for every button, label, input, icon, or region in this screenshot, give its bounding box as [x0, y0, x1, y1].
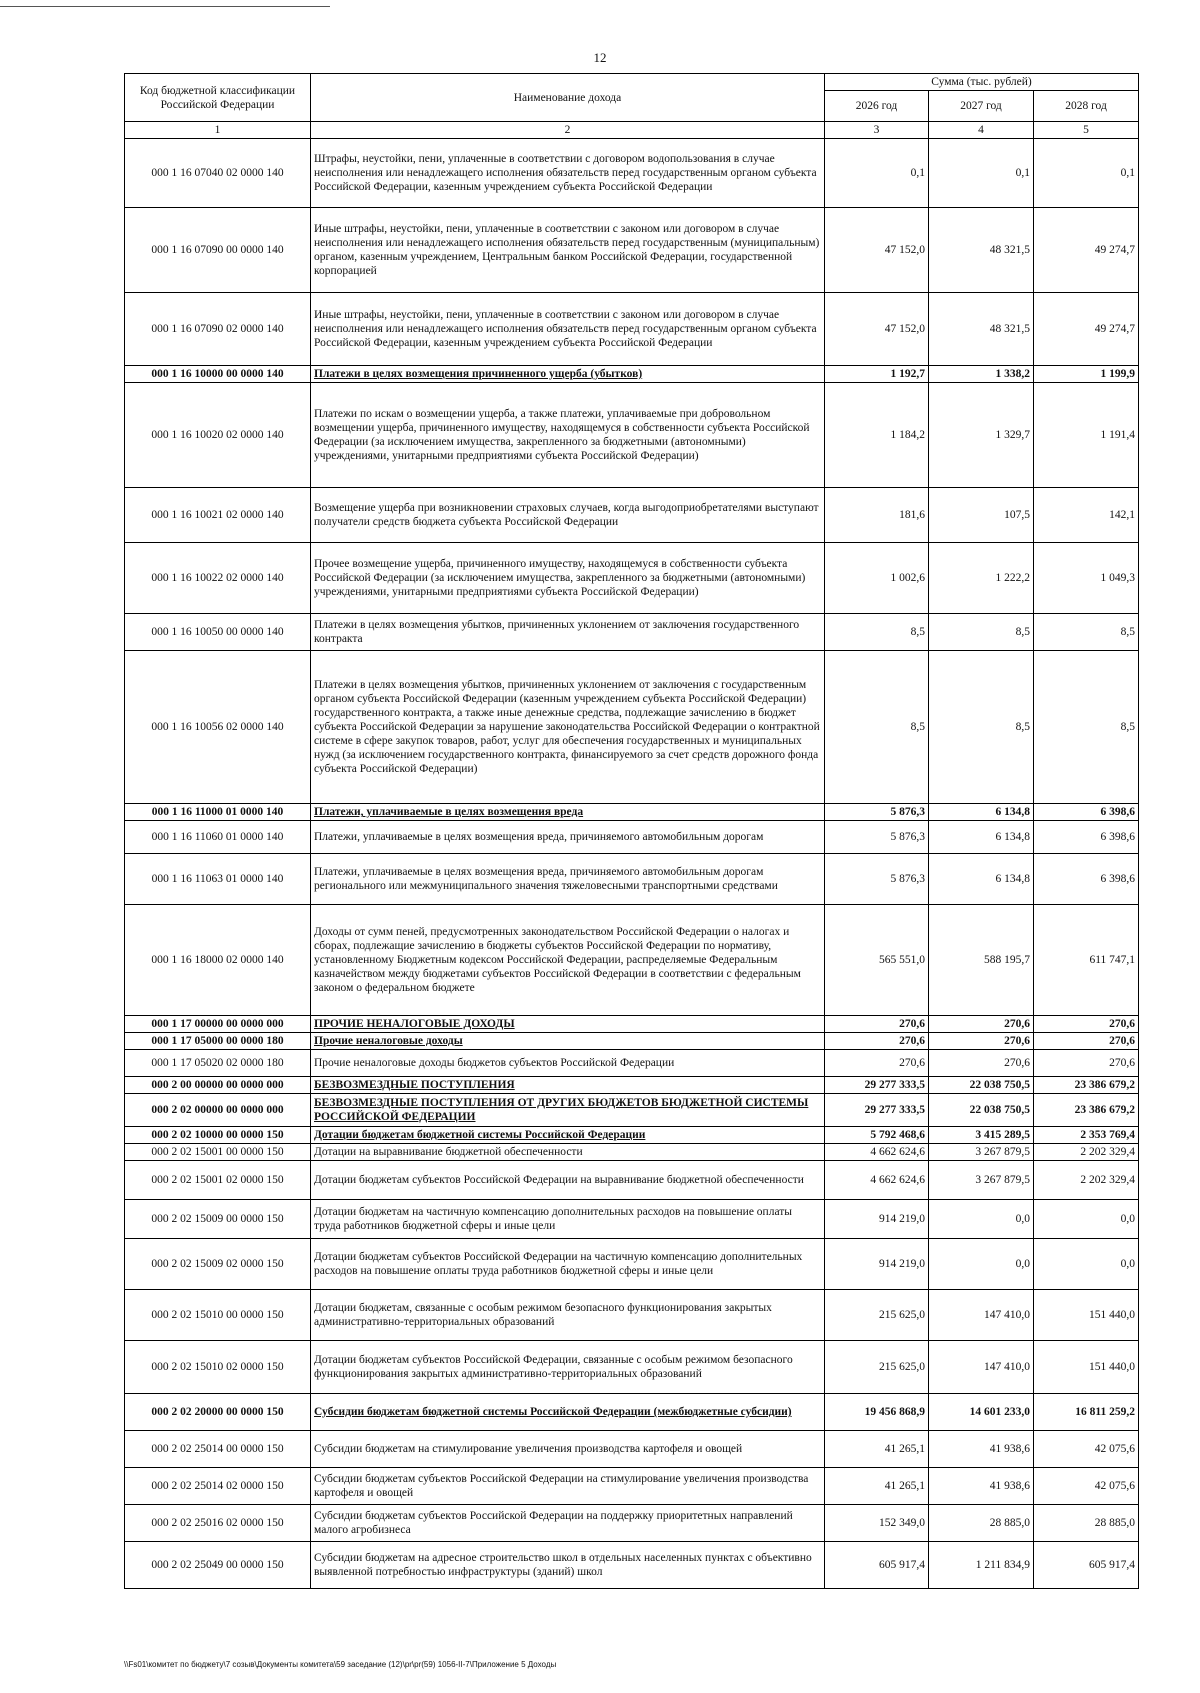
header-sum: Сумма (тыс. рублей) [825, 74, 1139, 91]
table-row [125, 905, 1139, 1016]
amount-2028: 611 747,1 [1034, 905, 1139, 1016]
amount-2028: 6 398,6 [1034, 804, 1139, 821]
amount-2027: 14 601 233,0 [929, 1394, 1034, 1431]
amount-2026: 1 002,6 [825, 543, 929, 614]
amount-2028: 49 274,7 [1034, 208, 1139, 293]
table-row [125, 1290, 1139, 1341]
header-year-2026: 2026 год [825, 91, 929, 122]
revenue-name: Дотации на выравнивание бюджетной обеспеченности [311, 1144, 825, 1161]
header-name: Наименование дохода [311, 74, 825, 122]
revenue-name: Дотации бюджетам на частичную компенсацию дополнительных расходов на повышение оплаты труда работников бюджетной сферы и иные цели [311, 1200, 825, 1239]
table-row [125, 208, 1139, 293]
budget-code: 000 1 16 07090 02 0000 140 [125, 293, 311, 366]
amount-2027: 6 134,8 [929, 804, 1034, 821]
revenue-name: Прочее возмещение ущерба, причиненного имуществу, находящемуся в собственности субъекта Российской Федерации (за исключением имущества, закрепленного за бюджетными (автономными) учреждениями, унитарными предприятиями субъекта Российской Федерации) [311, 543, 825, 614]
amount-2027: 3 415 289,5 [929, 1127, 1034, 1144]
amount-2026: 181,6 [825, 488, 929, 543]
amount-2026: 8,5 [825, 651, 929, 804]
amount-2028: 2 353 769,4 [1034, 1127, 1139, 1144]
revenue-name: Платежи в целях возмещения убытков, причиненных уклонением от заключения с государственным органом субъекта Российской Федерации (казенным учреждением субъекта Российской Федерации) государственного контракта, а также иные денежные средства, подлежащие зачислению в бюджет субъекта Российской Федерации за нарушение законодательства Российской Федерации о контрактной системе в сфере закупок товаров, работ, услуг для обеспечения государственных и муниципальных нужд (за исключением государственного контракта, финансируемого за счет средств дорожного фонда субъекта Российской Федерации) [311, 651, 825, 804]
table-row [125, 614, 1139, 651]
amount-2028: 2 202 329,4 [1034, 1161, 1139, 1200]
amount-2027: 8,5 [929, 651, 1034, 804]
amount-2027: 48 321,5 [929, 293, 1034, 366]
revenue-name: БЕЗВОЗМЕЗДНЫЕ ПОСТУПЛЕНИЯ ОТ ДРУГИХ БЮДЖЕТОВ БЮДЖЕТНОЙ СИСТЕМЫ РОССИЙСКОЙ ФЕДЕРАЦИИ [311, 1094, 825, 1127]
table-row [125, 1468, 1139, 1505]
amount-2027: 0,1 [929, 139, 1034, 208]
column-number: 1 [125, 122, 311, 139]
amount-2027: 22 038 750,5 [929, 1094, 1034, 1127]
budget-code: 000 2 02 15001 02 0000 150 [125, 1161, 311, 1200]
budget-code: 000 2 02 25049 00 0000 150 [125, 1542, 311, 1589]
table-row [125, 366, 1139, 383]
amount-2028: 142,1 [1034, 488, 1139, 543]
footer-file-path: \\Fs01\комитет по бюджету\7 созыв\Документы комитета\59 заседание (12)\pr\pr(59) 1056-II-7\Приложение 5 Доходы [124, 1660, 557, 1669]
page-number: 12 [593, 50, 607, 65]
budget-code: 000 2 02 10000 00 0000 150 [125, 1127, 311, 1144]
amount-2026: 1 184,2 [825, 383, 929, 488]
table-row [125, 804, 1139, 821]
budget-code: 000 1 16 11060 01 0000 140 [125, 821, 311, 854]
revenue-name: Субсидии бюджетам субъектов Российской Федерации на стимулирование увеличения производства картофеля и овощей [311, 1468, 825, 1505]
amount-2027: 1 211 834,9 [929, 1542, 1034, 1589]
revenue-name: Субсидии бюджетам бюджетной системы Российской Федерации (межбюджетные субсидии) [311, 1394, 825, 1431]
budget-code: 000 1 17 05000 00 0000 180 [125, 1033, 311, 1050]
revenue-name: ПРОЧИЕ НЕНАЛОГОВЫЕ ДОХОДЫ [311, 1016, 825, 1033]
amount-2027: 588 195,7 [929, 905, 1034, 1016]
revenue-name: Дотации бюджетам субъектов Российской Федерации на выравнивание бюджетной обеспеченности [311, 1161, 825, 1200]
amount-2028: 8,5 [1034, 614, 1139, 651]
amount-2028: 49 274,7 [1034, 293, 1139, 366]
amount-2027: 0,0 [929, 1239, 1034, 1290]
revenue-name: Доходы от сумм пеней, предусмотренных законодательством Российской Федерации о налогах и сборах, подлежащие зачислению в бюджеты субъектов Российской Федерации по нормативу, установленному Бюджетным кодексом Российской Федерации, распределяемые Федеральным казначейством между бюджетами субъектов Российской Федерации в соответствии с федеральным законом о федеральном бюджете [311, 905, 825, 1016]
budget-code: 000 1 16 11063 01 0000 140 [125, 854, 311, 905]
amount-2028: 0,0 [1034, 1200, 1139, 1239]
amount-2027: 0,0 [929, 1200, 1034, 1239]
revenue-name: Дотации бюджетам субъектов Российской Федерации на частичную компенсацию дополнительных расходов на повышение оплаты труда работников бюджетной сферы и иные цели [311, 1239, 825, 1290]
budget-code: 000 2 02 20000 00 0000 150 [125, 1394, 311, 1431]
revenue-name: БЕЗВОЗМЕЗДНЫЕ ПОСТУПЛЕНИЯ [311, 1077, 825, 1094]
amount-2028: 1 049,3 [1034, 543, 1139, 614]
table-row [125, 1200, 1139, 1239]
revenue-name: Платежи, уплачиваемые в целях возмещения вреда [311, 804, 825, 821]
amount-2027: 147 410,0 [929, 1290, 1034, 1341]
revenue-name: Платежи в целях возмещения причиненного ущерба (убытков) [311, 366, 825, 383]
table-body [125, 139, 1139, 1589]
revenue-name: Субсидии бюджетам на адресное строительство школ в отдельных населенных пунктах с объективно выявленной потребностью инфраструктуры (зданий) школ [311, 1542, 825, 1589]
column-number: 3 [825, 122, 929, 139]
table-row [125, 383, 1139, 488]
budget-code: 000 2 02 00000 00 0000 000 [125, 1094, 311, 1127]
budget-code: 000 1 16 10000 00 0000 140 [125, 366, 311, 383]
revenue-name: Платежи в целях возмещения убытков, причиненных уклонением от заключения государственного контракта [311, 614, 825, 651]
budget-code: 000 2 02 25016 02 0000 150 [125, 1505, 311, 1542]
table-row [125, 1161, 1139, 1200]
amount-2027: 41 938,6 [929, 1431, 1034, 1468]
budget-code: 000 1 16 10050 00 0000 140 [125, 614, 311, 651]
amount-2028: 1 199,9 [1034, 366, 1139, 383]
amount-2027: 147 410,0 [929, 1341, 1034, 1394]
budget-code: 000 1 16 10056 02 0000 140 [125, 651, 311, 804]
column-number: 5 [1034, 122, 1139, 139]
revenue-name: Дотации бюджетам бюджетной системы Российской Федерации [311, 1127, 825, 1144]
amount-2026: 5 876,3 [825, 854, 929, 905]
table-row [125, 821, 1139, 854]
amount-2026: 1 192,7 [825, 366, 929, 383]
amount-2027: 1 329,7 [929, 383, 1034, 488]
revenue-name: Дотации бюджетам субъектов Российской Федерации, связанные с особым режимом безопасного функционирования закрытых административно-территориальных образований [311, 1341, 825, 1394]
amount-2028: 605 917,4 [1034, 1542, 1139, 1589]
amount-2027: 48 321,5 [929, 208, 1034, 293]
table-row [125, 543, 1139, 614]
amount-2028: 23 386 679,2 [1034, 1077, 1139, 1094]
table-row [125, 1094, 1139, 1127]
header-row-1 [125, 74, 1139, 91]
table-row [125, 1431, 1139, 1468]
amount-2026: 5 876,3 [825, 821, 929, 854]
amount-2027: 270,6 [929, 1050, 1034, 1077]
table-row [125, 1127, 1139, 1144]
revenue-name: Субсидии бюджетам на стимулирование увеличения производства картофеля и овощей [311, 1431, 825, 1468]
amount-2028: 6 398,6 [1034, 821, 1139, 854]
budget-code: 000 2 02 15001 00 0000 150 [125, 1144, 311, 1161]
revenue-name: Дотации бюджетам, связанные с особым режимом безопасного функционирования закрытых административно-территориальных образований [311, 1290, 825, 1341]
amount-2028: 1 191,4 [1034, 383, 1139, 488]
table-row [125, 1239, 1139, 1290]
table-row [125, 1505, 1139, 1542]
header-code: Код бюджетной классификации Российской Федерации [125, 74, 311, 122]
amount-2026: 8,5 [825, 614, 929, 651]
budget-code: 000 2 00 00000 00 0000 000 [125, 1077, 311, 1094]
amount-2026: 270,6 [825, 1016, 929, 1033]
amount-2026: 270,6 [825, 1033, 929, 1050]
budget-code: 000 1 17 00000 00 0000 000 [125, 1016, 311, 1033]
amount-2026: 47 152,0 [825, 293, 929, 366]
budget-code: 000 1 17 05020 02 0000 180 [125, 1050, 311, 1077]
amount-2026: 29 277 333,5 [825, 1094, 929, 1127]
amount-2026: 41 265,1 [825, 1468, 929, 1505]
amount-2028: 151 440,0 [1034, 1290, 1139, 1341]
amount-2026: 605 917,4 [825, 1542, 929, 1589]
amount-2027: 22 038 750,5 [929, 1077, 1034, 1094]
revenue-name: Субсидии бюджетам субъектов Российской Федерации на поддержку приоритетных направлений малого агробизнеса [311, 1505, 825, 1542]
amount-2027: 270,6 [929, 1016, 1034, 1033]
amount-2026: 47 152,0 [825, 208, 929, 293]
amount-2028: 151 440,0 [1034, 1341, 1139, 1394]
table-row [125, 1050, 1139, 1077]
amount-2028: 28 885,0 [1034, 1505, 1139, 1542]
revenue-name: Платежи по искам о возмещении ущерба, а также платежи, уплачиваемые при добровольном возмещении ущерба, причиненного имуществу, находящемуся в собственности субъекта Российской Федерации (за исключением имущества, закрепленного за бюджетными (автономными) учреждениями, унитарными предприятиями субъекта Российской Федерации) [311, 383, 825, 488]
amount-2026: 41 265,1 [825, 1431, 929, 1468]
amount-2028: 42 075,6 [1034, 1431, 1139, 1468]
amount-2028: 23 386 679,2 [1034, 1094, 1139, 1127]
header-year-2027: 2027 год [929, 91, 1034, 122]
amount-2028: 270,6 [1034, 1033, 1139, 1050]
revenue-name: Иные штрафы, неустойки, пени, уплаченные в соответствии с законом или договором в случае неисполнения или ненадлежащего исполнения обязательств перед государственным (муниципальным) органом, казенным учреждением, Центральным банком Российской Федерации, государственной корпорацией [311, 208, 825, 293]
amount-2026: 29 277 333,5 [825, 1077, 929, 1094]
amount-2026: 565 551,0 [825, 905, 929, 1016]
amount-2028: 0,1 [1034, 139, 1139, 208]
budget-code: 000 1 16 10022 02 0000 140 [125, 543, 311, 614]
amount-2026: 914 219,0 [825, 1200, 929, 1239]
amount-2028: 6 398,6 [1034, 854, 1139, 905]
table-row [125, 854, 1139, 905]
table-row [125, 651, 1139, 804]
amount-2026: 5 792 468,6 [825, 1127, 929, 1144]
column-numbers-row [125, 122, 1139, 139]
scan-edge-line [0, 6, 330, 7]
table-row [125, 1077, 1139, 1094]
table-row [125, 139, 1139, 208]
revenue-name: Прочие неналоговые доходы бюджетов субъектов Российской Федерации [311, 1050, 825, 1077]
table-row [125, 1016, 1139, 1033]
amount-2028: 8,5 [1034, 651, 1139, 804]
budget-code: 000 2 02 15009 00 0000 150 [125, 1200, 311, 1239]
budget-code: 000 1 16 11000 01 0000 140 [125, 804, 311, 821]
revenue-table [124, 73, 1139, 1589]
amount-2026: 4 662 624,6 [825, 1161, 929, 1200]
budget-code: 000 2 02 25014 00 0000 150 [125, 1431, 311, 1468]
revenue-name: Прочие неналоговые доходы [311, 1033, 825, 1050]
amount-2026: 0,1 [825, 139, 929, 208]
amount-2026: 5 876,3 [825, 804, 929, 821]
amount-2026: 215 625,0 [825, 1341, 929, 1394]
amount-2028: 2 202 329,4 [1034, 1144, 1139, 1161]
budget-code: 000 2 02 15009 02 0000 150 [125, 1239, 311, 1290]
table-row [125, 1394, 1139, 1431]
revenue-name: Возмещение ущерба при возникновении страховых случаев, когда выгодоприобретателями выступают получатели средств бюджета субъекта Российской Федерации [311, 488, 825, 543]
table-row [125, 293, 1139, 366]
column-number: 2 [311, 122, 825, 139]
table-row [125, 1341, 1139, 1394]
budget-code: 000 1 16 18000 02 0000 140 [125, 905, 311, 1016]
revenue-name: Иные штрафы, неустойки, пени, уплаченные в соответствии с законом или договором в случае неисполнения или ненадлежащего исполнения обязательств перед государственным органом субъекта Российской Федерации, казенным учреждением субъекта Российской Федерации [311, 293, 825, 366]
amount-2026: 914 219,0 [825, 1239, 929, 1290]
table-row [125, 1033, 1139, 1050]
header-year-2028: 2028 год [1034, 91, 1139, 122]
revenue-name: Платежи, уплачиваемые в целях возмещения вреда, причиняемого автомобильным дорогам [311, 821, 825, 854]
amount-2027: 41 938,6 [929, 1468, 1034, 1505]
amount-2028: 16 811 259,2 [1034, 1394, 1139, 1431]
amount-2026: 215 625,0 [825, 1290, 929, 1341]
amount-2026: 4 662 624,6 [825, 1144, 929, 1161]
budget-code: 000 1 16 07090 00 0000 140 [125, 208, 311, 293]
amount-2028: 270,6 [1034, 1016, 1139, 1033]
table-row [125, 488, 1139, 543]
amount-2028: 42 075,6 [1034, 1468, 1139, 1505]
budget-code: 000 1 16 10020 02 0000 140 [125, 383, 311, 488]
budget-code: 000 1 16 07040 02 0000 140 [125, 139, 311, 208]
amount-2027: 6 134,8 [929, 854, 1034, 905]
amount-2027: 3 267 879,5 [929, 1161, 1034, 1200]
column-number: 4 [929, 122, 1034, 139]
amount-2028: 270,6 [1034, 1050, 1139, 1077]
amount-2027: 28 885,0 [929, 1505, 1034, 1542]
amount-2027: 1 222,2 [929, 543, 1034, 614]
revenue-name: Платежи, уплачиваемые в целях возмещения вреда, причиняемого автомобильным дорогам регионального или межмуниципального значения тяжеловесными транспортными средствами [311, 854, 825, 905]
amount-2027: 6 134,8 [929, 821, 1034, 854]
amount-2028: 0,0 [1034, 1239, 1139, 1290]
budget-code: 000 1 16 10021 02 0000 140 [125, 488, 311, 543]
amount-2027: 8,5 [929, 614, 1034, 651]
amount-2027: 3 267 879,5 [929, 1144, 1034, 1161]
amount-2027: 1 338,2 [929, 366, 1034, 383]
revenue-name: Штрафы, неустойки, пени, уплаченные в соответствии с договором водопользования в случае неисполнения или ненадлежащего исполнения обязательств перед государственным органом субъекта Российской Федерации, казенным учреждением субъекта Российской Федерации [311, 139, 825, 208]
budget-code: 000 2 02 15010 02 0000 150 [125, 1341, 311, 1394]
budget-code: 000 2 02 15010 00 0000 150 [125, 1290, 311, 1341]
amount-2026: 152 349,0 [825, 1505, 929, 1542]
budget-code: 000 2 02 25014 02 0000 150 [125, 1468, 311, 1505]
amount-2027: 107,5 [929, 488, 1034, 543]
amount-2026: 270,6 [825, 1050, 929, 1077]
amount-2026: 19 456 868,9 [825, 1394, 929, 1431]
amount-2027: 270,6 [929, 1033, 1034, 1050]
table-row [125, 1144, 1139, 1161]
table-row [125, 1542, 1139, 1589]
